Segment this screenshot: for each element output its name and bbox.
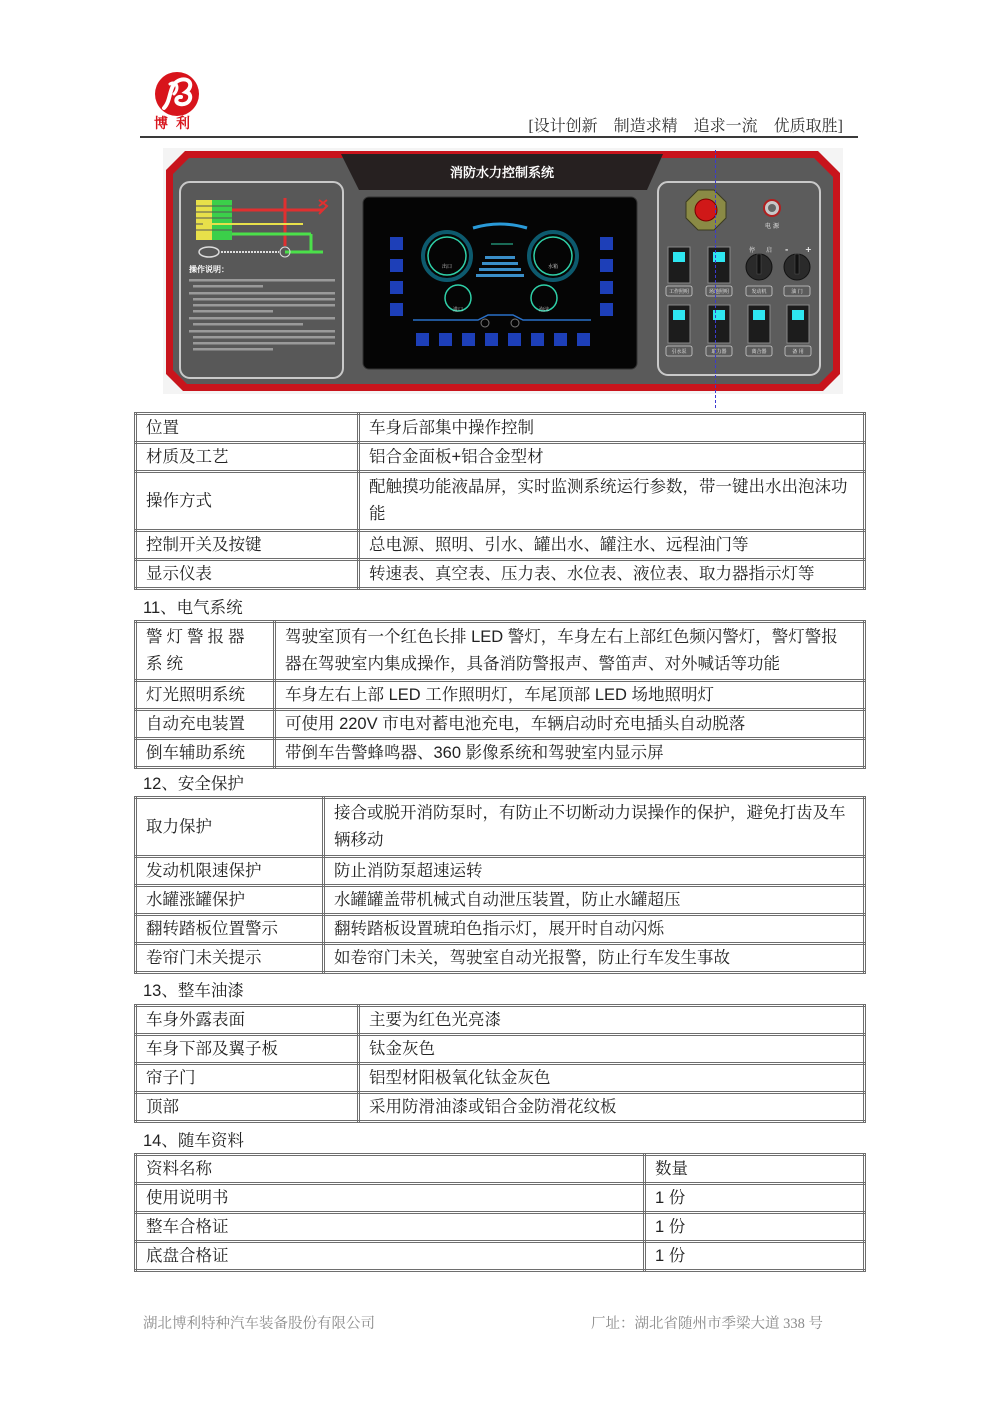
row-value: 翻转踏板设置琥珀色指示灯，展开时自动闪烁 bbox=[324, 915, 865, 944]
switch-label: 发动机 bbox=[751, 289, 767, 295]
switch-label: 工作照明 bbox=[668, 289, 690, 295]
switch-label: 引水泵 bbox=[671, 349, 687, 355]
row-value: 主要为红色光亮漆 bbox=[359, 1006, 865, 1035]
rocker-switch bbox=[708, 305, 730, 343]
paint-table bbox=[134, 1004, 866, 1123]
gauge-label-foam: 泡沫 bbox=[538, 307, 550, 313]
table-header-row bbox=[136, 1155, 865, 1184]
doc-qty: 1 份 bbox=[645, 1213, 865, 1242]
row-label: 自动充电装置 bbox=[136, 710, 275, 739]
emergency-stop-button bbox=[686, 190, 726, 230]
row-value: 铝合金面板+铝合金型材 bbox=[359, 443, 865, 472]
table-row bbox=[136, 739, 865, 768]
row-label: 发动机限速保护 bbox=[136, 857, 324, 886]
table-row bbox=[136, 857, 865, 886]
table-row bbox=[136, 1006, 865, 1035]
table-row bbox=[136, 1213, 865, 1242]
slogan: [设计创新 制造求精 追求一流 优质取胜] bbox=[528, 118, 843, 135]
row-label: 警灯警报器系统 bbox=[136, 622, 275, 681]
row-value: 驾驶室顶有一个红色长排 LED 警灯，车身左右上部红色频闪警灯，警灯警报器在驾驶室内集成操作，具备消防警报声、警笛声、对外喊话等功能 bbox=[275, 622, 865, 681]
table-row bbox=[136, 414, 865, 443]
row-value: 可使用 220V 市电对蓄电池充电，车辆启动时充电插头自动脱落 bbox=[275, 710, 865, 739]
rocker-switch bbox=[668, 247, 690, 283]
row-label: 材质及工艺 bbox=[136, 443, 359, 472]
row-label: 灯光照明系统 bbox=[136, 681, 275, 710]
table-row bbox=[136, 710, 865, 739]
safety-protection-table bbox=[134, 796, 866, 974]
row-label: 帘子门 bbox=[136, 1064, 359, 1093]
knob-label-off: 停 bbox=[749, 247, 756, 254]
row-label: 位置 bbox=[136, 414, 359, 443]
row-label: 顶部 bbox=[136, 1093, 359, 1122]
table-row bbox=[136, 472, 865, 531]
switch-label: 取力器 bbox=[711, 349, 727, 355]
electrical-system-table bbox=[134, 620, 866, 769]
throttle-knob bbox=[784, 254, 810, 280]
row-value: 车身后部集中操作控制 bbox=[359, 414, 865, 443]
rocker-switch bbox=[748, 305, 770, 343]
column-header-qty: 数量 bbox=[645, 1155, 865, 1184]
guide-dashed-line bbox=[715, 150, 716, 408]
brand-name: 博利 bbox=[154, 116, 198, 132]
row-value: 车身左右上部 LED 工作照明灯，车尾顶部 LED 场地照明灯 bbox=[275, 681, 865, 710]
row-value: 配触摸功能液晶屏，实时监测系统运行参数，带一键出水出泡沫功能 bbox=[359, 472, 865, 531]
panel-title: 消防水力控制系统 bbox=[449, 166, 555, 181]
knob-label-on: 启 bbox=[766, 247, 773, 254]
row-value: 转速表、真空表、压力表、水位表、液位表、取力器指示灯等 bbox=[359, 560, 865, 589]
row-label: 控制开关及按键 bbox=[136, 531, 359, 560]
switch-label: 离合器 bbox=[751, 349, 767, 355]
row-label: 倒车辅助系统 bbox=[136, 739, 275, 768]
table-row bbox=[136, 681, 865, 710]
row-label: 车身外露表面 bbox=[136, 1006, 359, 1035]
row-label: 翻转踏板位置警示 bbox=[136, 915, 324, 944]
rocker-switch bbox=[668, 305, 690, 343]
row-value: 铝型材阳极氧化钛金灰色 bbox=[359, 1064, 865, 1093]
power-key-switch bbox=[764, 200, 780, 216]
knob-label-minus: - bbox=[785, 245, 789, 254]
switch-label: 场地照明 bbox=[708, 289, 730, 295]
column-header-name: 资料名称 bbox=[136, 1155, 645, 1184]
row-label: 卷帘门未关提示 bbox=[136, 944, 324, 973]
row-label: 显示仪表 bbox=[136, 560, 359, 589]
switch-label: 油 门 bbox=[791, 289, 803, 295]
row-label: 车身下部及翼子板 bbox=[136, 1035, 359, 1064]
row-value: 采用防滑油漆或铝合金防滑花纹板 bbox=[359, 1093, 865, 1122]
switch-label: 备 用 bbox=[792, 349, 804, 355]
table-row bbox=[136, 944, 865, 973]
row-label: 操作方式 bbox=[136, 472, 359, 531]
table-row bbox=[136, 886, 865, 915]
section-title-documents: 14、随车资料 bbox=[143, 1132, 244, 1150]
table-row bbox=[136, 531, 865, 560]
table-row bbox=[136, 622, 865, 681]
footer-company: 湖北博利特种汽车装备股份有限公司 bbox=[143, 1316, 375, 1332]
row-value: 带倒车告警蜂鸣器、360 影像系统和驾驶室内显示屏 bbox=[275, 739, 865, 768]
table-row bbox=[136, 798, 865, 857]
row-value: 防止消防泵超速运转 bbox=[324, 857, 865, 886]
doc-name: 底盘合格证 bbox=[136, 1242, 645, 1271]
table-row bbox=[136, 560, 865, 589]
table-row bbox=[136, 443, 865, 472]
rocker-switch bbox=[787, 305, 809, 343]
section-title-safety: 12、安全保护 bbox=[143, 775, 244, 793]
row-label: 水罐涨罐保护 bbox=[136, 886, 324, 915]
instructions-heading: 操作说明： bbox=[189, 265, 229, 274]
gauge-label-outlet: 出口 bbox=[441, 264, 453, 270]
doc-name: 使用说明书 bbox=[136, 1184, 645, 1213]
row-label: 取力保护 bbox=[136, 798, 324, 857]
header-divider bbox=[140, 136, 858, 138]
table-row bbox=[136, 1035, 865, 1064]
table-row bbox=[136, 1184, 865, 1213]
lcd-touch-screen bbox=[363, 197, 637, 369]
engine-knob bbox=[746, 254, 772, 280]
documents-table bbox=[134, 1153, 866, 1272]
control-panel-spec-table bbox=[134, 412, 866, 590]
knob-label-plus: + bbox=[805, 245, 812, 254]
section-title-electrical: 11、电气系统 bbox=[143, 599, 243, 617]
rocker-switch bbox=[708, 247, 730, 283]
section-title-paint: 13、整车油漆 bbox=[143, 982, 244, 1000]
row-value: 总电源、照明、引水、罐出水、罐注水、远程油门等 bbox=[359, 531, 865, 560]
row-value: 水罐罐盖带机械式自动泄压装置，防止水罐超压 bbox=[324, 886, 865, 915]
table-row bbox=[136, 1064, 865, 1093]
table-row bbox=[136, 1242, 865, 1271]
doc-qty: 1 份 bbox=[645, 1242, 865, 1271]
control-panel-image bbox=[163, 148, 843, 394]
doc-name: 整车合格证 bbox=[136, 1213, 645, 1242]
gauge-label-tank: 水箱 bbox=[547, 264, 559, 270]
gauge-label-inlet: 进口 bbox=[452, 307, 464, 313]
footer-address: 厂址：湖北省随州市季梁大道 338 号 bbox=[591, 1316, 823, 1332]
doc-qty: 1 份 bbox=[645, 1184, 865, 1213]
table-row bbox=[136, 1093, 865, 1122]
table-row bbox=[136, 915, 865, 944]
power-label: 电 源 bbox=[765, 223, 779, 230]
row-value: 钛金灰色 bbox=[359, 1035, 865, 1064]
row-value: 如卷帘门未关，驾驶室自动光报警，防止行车发生事故 bbox=[324, 944, 865, 973]
row-value: 接合或脱开消防泵时，有防止不切断动力误操作的保护，避免打齿及车辆移动 bbox=[324, 798, 865, 857]
